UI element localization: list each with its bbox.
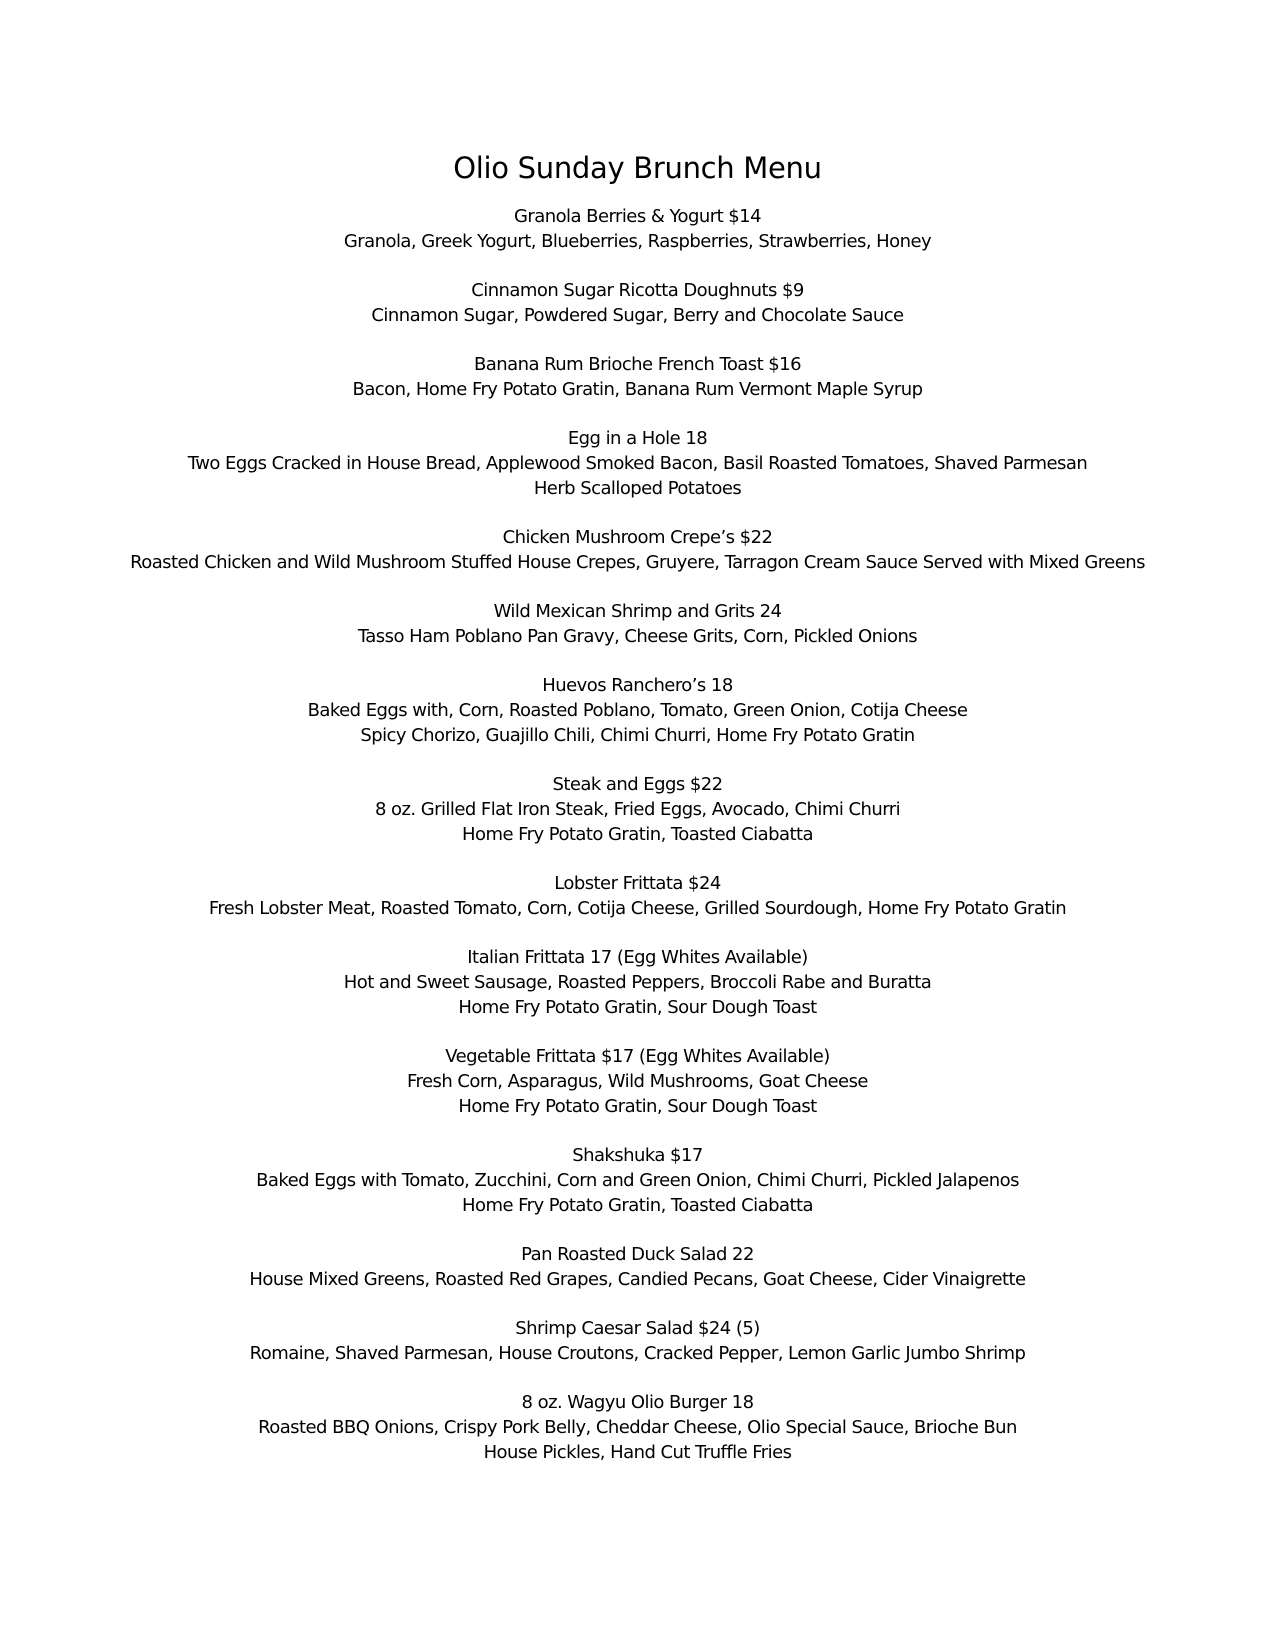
menu-item — [0, 673, 1275, 748]
menu-item — [0, 525, 1275, 575]
menu-item-description: Home Fry Potato Gratin, Sour Dough Toast — [458, 997, 817, 1018]
menu-items-list — [0, 204, 1275, 1465]
menu-item-description: Home Fry Potato Gratin, Sour Dough Toast — [458, 1096, 817, 1117]
menu-title: Olio Sunday Brunch Menu — [453, 151, 822, 185]
menu-item — [0, 871, 1275, 921]
menu-item-description: Cinnamon Sugar, Powdered Sugar, Berry and Chocolate Sauce — [371, 305, 904, 326]
menu-item-name: Chicken Mushroom Crepe’s $22 — [502, 527, 773, 548]
menu-item — [0, 1316, 1275, 1366]
menu-item-description: Roasted Chicken and Wild Mushroom Stuffed House Crepes, Gruyere, Tarragon Cream Sauce Served with Mixed Greens — [130, 552, 1145, 573]
menu-item — [0, 204, 1275, 254]
menu-item — [0, 1242, 1275, 1292]
menu-item-name: Wild Mexican Shrimp and Grits 24 — [493, 601, 782, 622]
menu-item-description: Baked Eggs with, Corn, Roasted Poblano, Tomato, Green Onion, Cotija Cheese — [307, 700, 968, 721]
menu-item-name: Italian Frittata 17 (Egg Whites Available) — [467, 947, 808, 968]
menu-item-name: Vegetable Frittata $17 (Egg Whites Available) — [445, 1046, 830, 1067]
menu-item-description: Fresh Corn, Asparagus, Wild Mushrooms, Goat Cheese — [407, 1071, 868, 1092]
menu-item — [0, 352, 1275, 402]
menu-item — [0, 772, 1275, 847]
menu-item-name: Huevos Ranchero’s 18 — [542, 675, 733, 696]
menu-item-description: Home Fry Potato Gratin, Toasted Ciabatta — [462, 824, 813, 845]
menu-item — [0, 1390, 1275, 1465]
menu-item-description: Spicy Chorizo, Guajillo Chili, Chimi Churri, Home Fry Potato Gratin — [360, 725, 915, 746]
menu-item — [0, 426, 1275, 501]
menu-item-name: Shrimp Caesar Salad $24 (5) — [515, 1318, 760, 1339]
menu-item — [0, 1044, 1275, 1119]
menu-item-description: Home Fry Potato Gratin, Toasted Ciabatta — [462, 1195, 813, 1216]
menu-item-description: Herb Scalloped Potatoes — [533, 478, 742, 499]
menu-item-description: Fresh Lobster Meat, Roasted Tomato, Corn, Cotija Cheese, Grilled Sourdough, Home Fry Potato Gratin — [208, 898, 1067, 919]
menu-item-description: Romaine, Shaved Parmesan, House Croutons, Cracked Pepper, Lemon Garlic Jumbo Shrimp — [249, 1343, 1026, 1364]
menu-item-name: Cinnamon Sugar Ricotta Doughnuts $9 — [471, 280, 804, 301]
menu-item-name: Pan Roasted Duck Salad 22 — [521, 1244, 754, 1265]
menu-item-description: Granola, Greek Yogurt, Blueberries, Raspberries, Strawberries, Honey — [343, 231, 932, 252]
menu-item-description: Roasted BBQ Onions, Crispy Pork Belly, Cheddar Cheese, Olio Special Sauce, Brioche Bun — [258, 1417, 1017, 1438]
menu-item-description: Hot and Sweet Sausage, Roasted Peppers, Broccoli Rabe and Buratta — [343, 972, 932, 993]
menu-item-name: Lobster Frittata $24 — [554, 873, 721, 894]
menu-item-description: Baked Eggs with Tomato, Zucchini, Corn and Green Onion, Chimi Churri, Pickled Jalapenos — [256, 1170, 1019, 1191]
menu-item-name: Shakshuka $17 — [572, 1145, 703, 1166]
menu-item-description: 8 oz. Grilled Flat Iron Steak, Fried Eggs, Avocado, Chimi Churri — [374, 799, 901, 820]
menu-item-name: 8 oz. Wagyu Olio Burger 18 — [521, 1392, 754, 1413]
menu-item — [0, 599, 1275, 649]
menu-item-name: Granola Berries & Yogurt $14 — [514, 206, 761, 227]
menu-item-name: Banana Rum Brioche French Toast $16 — [473, 354, 801, 375]
menu-item — [0, 1143, 1275, 1218]
menu-item — [0, 945, 1275, 1020]
menu-item-description: House Mixed Greens, Roasted Red Grapes, Candied Pecans, Goat Cheese, Cider Vinaigrette — [249, 1269, 1026, 1290]
menu-item-description: House Pickles, Hand Cut Truffle Fries — [483, 1442, 792, 1463]
menu-item-description: Bacon, Home Fry Potato Gratin, Banana Rum Vermont Maple Syrup — [352, 379, 923, 400]
menu-item-description: Two Eggs Cracked in House Bread, Applewood Smoked Bacon, Basil Roasted Tomatoes, Shaved Parmesan — [187, 453, 1088, 474]
menu-item-name: Steak and Eggs $22 — [552, 774, 723, 795]
menu-item — [0, 278, 1275, 328]
menu-item-name: Egg in a Hole 18 — [567, 428, 708, 449]
menu-item-description: Tasso Ham Poblano Pan Gravy, Cheese Grits, Corn, Pickled Onions — [357, 626, 918, 647]
